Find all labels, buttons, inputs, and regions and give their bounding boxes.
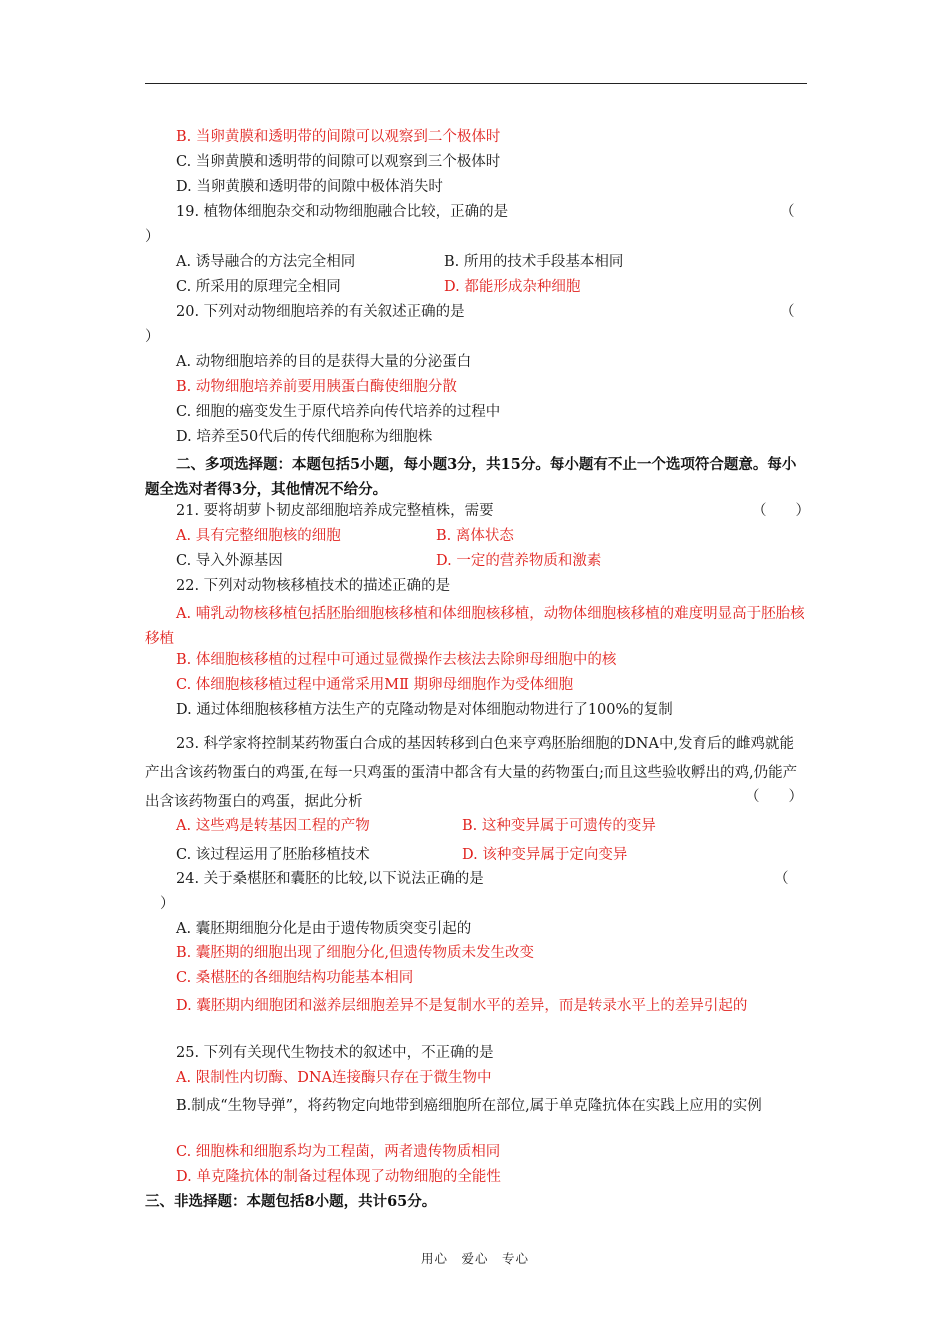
q24-paren-close: ） xyxy=(160,896,175,912)
q23-option-c: C. 该过程运用了胚胎移植技术 xyxy=(176,847,370,863)
q25-option-d: D. 单克隆抗体的制备过程体现了动物细胞的全能性 xyxy=(176,1169,501,1185)
section-2-heading: 二、多项选择题：本题包括5小题，每小题3分，共15分。每小题有不止一个选项符合题意。每小题全选对者得3分，其他情况不给分。 xyxy=(145,456,797,498)
q22-option-d: D. 通过体细胞核移植方法生产的克隆动物是对体细胞动物进行了100%的复制 xyxy=(176,702,673,718)
q20-option-a: A. 动物细胞培养的目的是获得大量的分泌蛋白 xyxy=(176,354,472,370)
q21-option-c: C. 导入外源基因 xyxy=(176,553,283,569)
q21-stem: 21. 要将胡萝卜韧皮部细胞培养成完整植株，需要 xyxy=(176,503,494,519)
page-footer: 用心 爱心 专心 xyxy=(420,1251,529,1266)
q19-option-b: B. 所用的技术手段基本相同 xyxy=(444,254,624,270)
q19-option-a: A. 诱导融合的方法完全相同 xyxy=(176,254,356,270)
q23-option-a: A. 这些鸡是转基因工程的产物 xyxy=(176,818,370,834)
q20-option-b: B. 动物细胞培养前要用胰蛋白酶使细胞分散 xyxy=(176,379,457,395)
q23-answer-paren: （ ） xyxy=(745,789,803,805)
q19-option-c: C. 所采用的原理完全相同 xyxy=(176,279,341,295)
q21-option-a: A. 具有完整细胞核的细胞 xyxy=(176,528,341,544)
q21-answer-paren: （ ） xyxy=(752,503,810,519)
q22-stem: 22. 下列对动物核移植技术的描述正确的是 xyxy=(176,578,451,594)
q18-option-d: D. 当卵黄膜和透明带的间隙中极体消失时 xyxy=(176,179,443,195)
q18-option-b: B. 当卵黄膜和透明带的间隙可以观察到二个极体时 xyxy=(176,129,501,145)
q23-option-d: D. 该种变异属于定向变异 xyxy=(462,847,628,863)
q22-option-a: A. 哺乳动物核移植包括胚胎细胞核移植和体细胞核移植，动物体细胞核移植的难度明显高于胚胎核移植 xyxy=(145,606,805,647)
q19-paren-open: （ xyxy=(780,204,795,220)
q23-option-b: B. 这种变异属于可遗传的变异 xyxy=(462,818,656,834)
q25-option-b: B.制成“生物导弹”，将药物定向地带到癌细胞所在部位,属于单克隆抗体在实践上应用的实例 xyxy=(176,1098,762,1114)
q25-option-a: A. 限制性内切酶、DNA连接酶只存在于微生物中 xyxy=(176,1070,492,1086)
q20-option-c: C. 细胞的癌变发生于原代培养向传代培养的过程中 xyxy=(176,404,501,420)
q22-option-c: C. 体细胞核移植过程中通常采用MⅡ 期卵母细胞作为受体细胞 xyxy=(176,677,574,693)
q19-stem: 19. 植物体细胞杂交和动物细胞融合比较，正确的是 xyxy=(176,204,509,220)
q24-option-d: D. 囊胚期内细胞团和滋养层细胞差异不是复制水平的差异，而是转录水平上的差异引起的 xyxy=(176,998,748,1014)
q20-option-d: D. 培养至50代后的传代细胞称为细胞株 xyxy=(176,429,433,445)
q25-stem: 25. 下列有关现代生物技术的叙述中，不正确的是 xyxy=(176,1045,494,1061)
q21-option-b: B. 离体状态 xyxy=(436,528,514,544)
q23-stem: 23. 科学家将控制某药物蛋白合成的基因转移到白色来亨鸡胚胎细胞的DNA中,发育后的雌鸡就能产出含该药物蛋白的鸡蛋,在每一只鸡蛋的蛋清中都含有大量的药物蛋白;而且这些验收孵出的鸡,仍能产出含该药物蛋白的鸡蛋，据此分析 xyxy=(145,736,798,810)
q19-paren-close: ） xyxy=(145,229,160,245)
q20-paren-open: （ xyxy=(780,304,795,320)
header-rule xyxy=(145,83,807,84)
section-3-heading: 三、非选择题：本题包括8小题，共计65分。 xyxy=(145,1193,437,1210)
q22-option-b: B. 体细胞核移植的过程中可通过显微操作去核法去除卵母细胞中的核 xyxy=(176,652,617,668)
q20-paren-close: ） xyxy=(145,329,160,345)
q25-option-c: C. 细胞株和细胞系均为工程菌，两者遗传物质相同 xyxy=(176,1144,501,1160)
q24-stem: 24. 关于桑椹胚和囊胚的比较,以下说法正确的是 xyxy=(176,871,484,887)
q24-option-b: B. 囊胚期的细胞出现了细胞分化,但遗传物质未发生改变 xyxy=(176,945,534,961)
q21-option-d: D. 一定的营养物质和激素 xyxy=(436,553,602,569)
q24-paren-open: （ xyxy=(774,871,789,887)
q24-option-c: C. 桑椹胚的各细胞结构功能基本相同 xyxy=(176,970,414,986)
q20-stem: 20. 下列对动物细胞培养的有关叙述正确的是 xyxy=(176,304,465,320)
q19-option-d: D. 都能形成杂种细胞 xyxy=(444,279,581,295)
q24-option-a: A. 囊胚期细胞分化是由于遗传物质突变引起的 xyxy=(176,921,472,937)
q18-option-c: C. 当卵黄膜和透明带的间隙可以观察到三个极体时 xyxy=(176,154,501,170)
